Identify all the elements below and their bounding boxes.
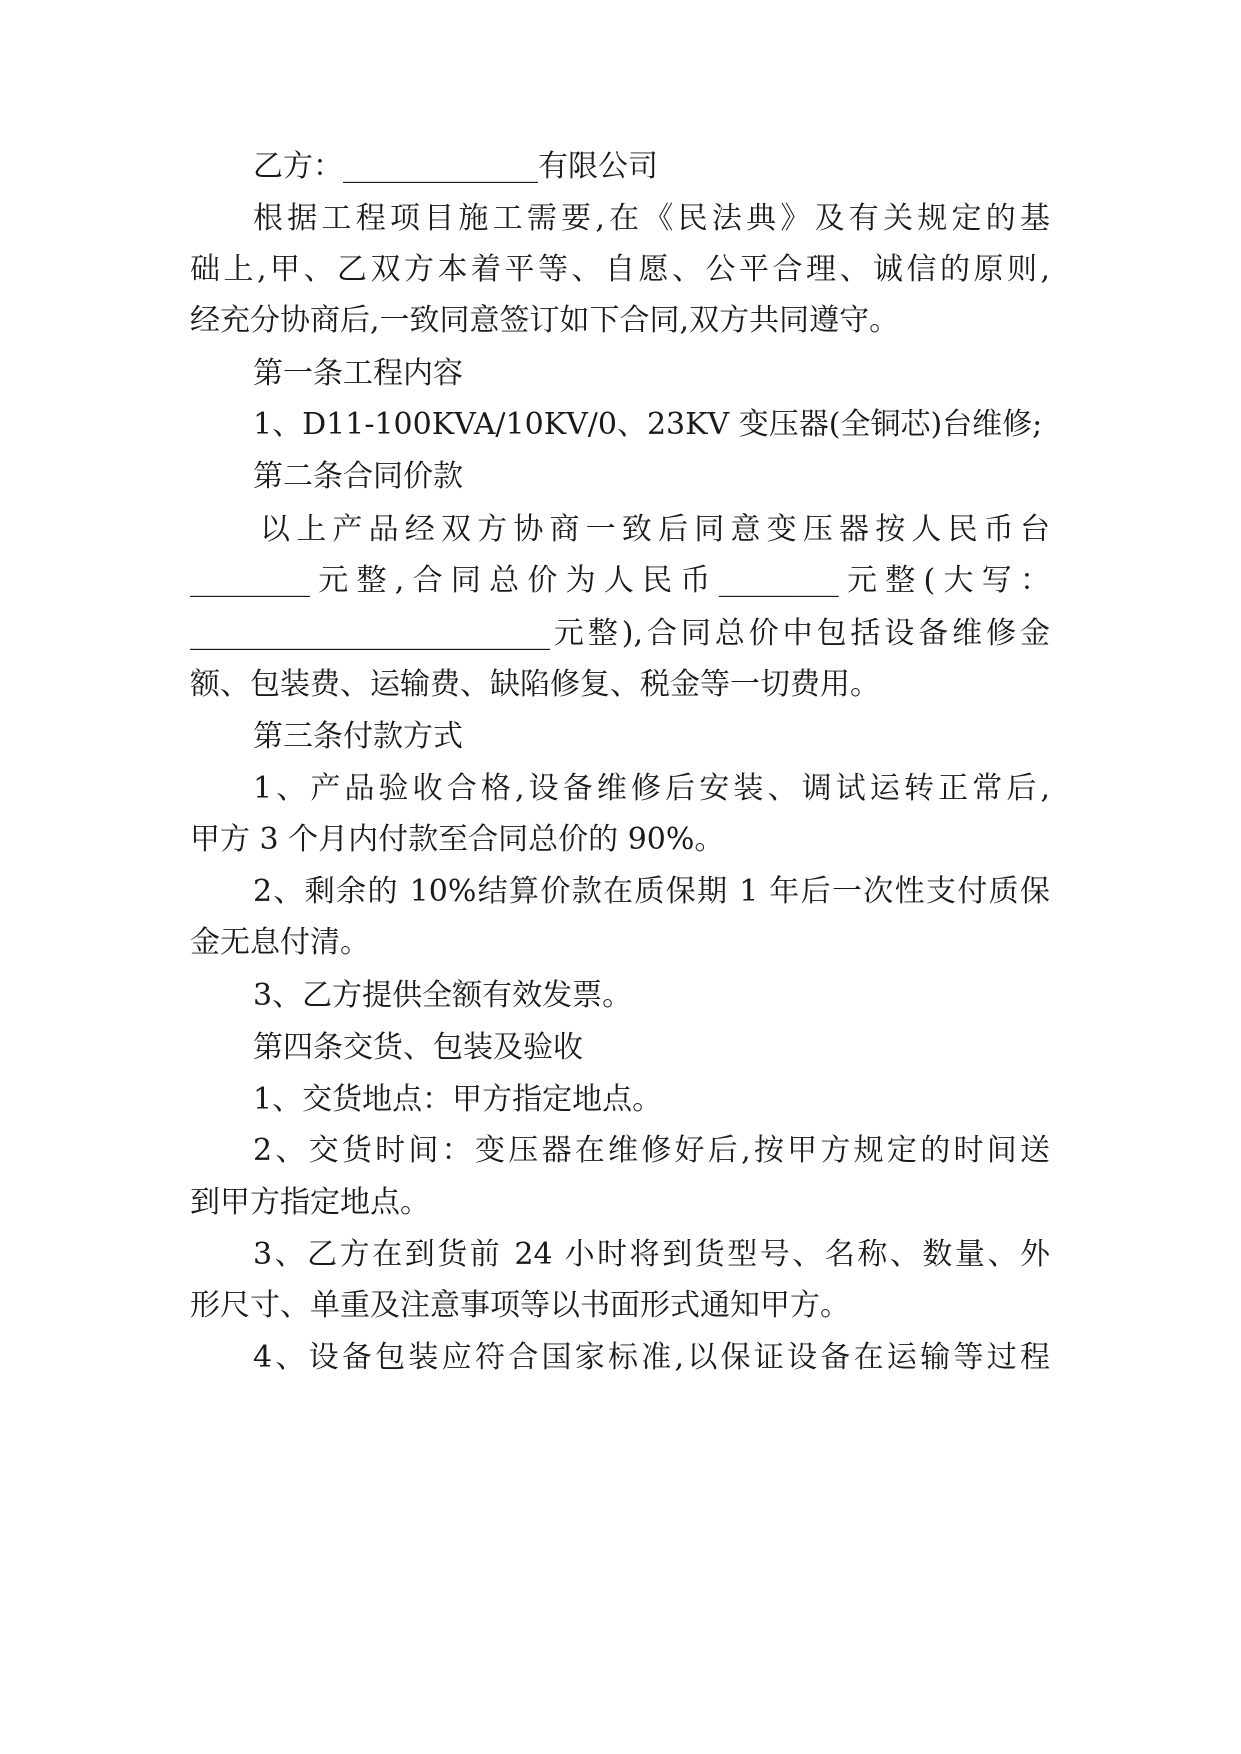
unit-price-blank: ________ <box>190 563 310 598</box>
article-4-heading: 第四条交货、包装及验收 <box>253 1030 583 1065</box>
article-4-item-4-line-1: 4、设备包装应符合国家标准,以保证设备在运输等过程 <box>253 1340 1050 1375</box>
article-4-item-2-line-2: 到甲方指定地点。 <box>190 1185 430 1220</box>
article-2-line-4: 额、包装费、运输费、缺陷修复、税金等一切费用。 <box>190 667 880 702</box>
article-2-line-3-text: 元整),合同总价中包括设备维修金 <box>550 616 1050 651</box>
article-2-line-3 <box>190 614 1050 654</box>
article-3-item-1-line-1: 1、产品验收合格,设备维修后安装、调试运转正常后, <box>253 771 1050 806</box>
article-2-line-2-text-b: 元整(大写： <box>838 563 1050 598</box>
party-b-label: 乙方： <box>253 149 343 184</box>
intro-line-1: 根据工程项目施工需要,在《民法典》及有关规定的基 <box>253 201 1050 236</box>
intro-line-2: 础上,甲、乙双方本着平等、自愿、公平合理、诚信的原则, <box>190 252 1050 287</box>
article-4-item-2-line-1: 2、交货时间：变压器在维修好后,按甲方规定的时间送 <box>253 1133 1050 1168</box>
article-2-line-1: 以上产品经双方协商一致后同意变压器按人民币台 <box>260 512 1050 547</box>
article-2-line-2-text-a: 元整,合同总价为人民币 <box>310 563 719 598</box>
article-4-item-3-line-2: 形尺寸、单重及注意事项等以书面形式通知甲方。 <box>190 1288 850 1323</box>
party-b-line <box>253 147 1050 187</box>
article-3-heading: 第三条付款方式 <box>253 719 463 754</box>
article-4-item-3-line-1: 3、乙方在到货前 24 小时将到货型号、名称、数量、外 <box>253 1237 1050 1272</box>
article-1-item-1: 1、D11-100KVA/10KV/0、23KV 变压器(全铜芯)台维修; <box>253 407 1043 442</box>
amount-in-words-blank: ________________________ <box>190 616 550 651</box>
party-b-blank: _____________ <box>343 149 538 184</box>
article-3-item-1-line-2: 甲方 3 个月内付款至合同总价的 90%。 <box>190 822 725 857</box>
article-3-item-2-line-2: 金无息付清。 <box>190 925 370 960</box>
party-b-suffix: 有限公司 <box>538 149 658 184</box>
article-2-heading: 第二条合同价款 <box>253 459 463 494</box>
article-3-item-3: 3、乙方提供全额有效发票。 <box>253 978 633 1013</box>
total-price-blank: ________ <box>718 563 839 598</box>
article-1-heading: 第一条工程内容 <box>253 356 463 391</box>
article-2-line-2 <box>190 561 1050 601</box>
article-4-item-1: 1、交货地点：甲方指定地点。 <box>253 1082 663 1117</box>
intro-line-3: 经充分协商后,一致同意签订如下合同,双方共同遵守。 <box>190 303 900 338</box>
article-3-item-2-line-1: 2、剩余的 10%结算价款在质保期 1 年后一次性支付质保 <box>253 874 1050 909</box>
